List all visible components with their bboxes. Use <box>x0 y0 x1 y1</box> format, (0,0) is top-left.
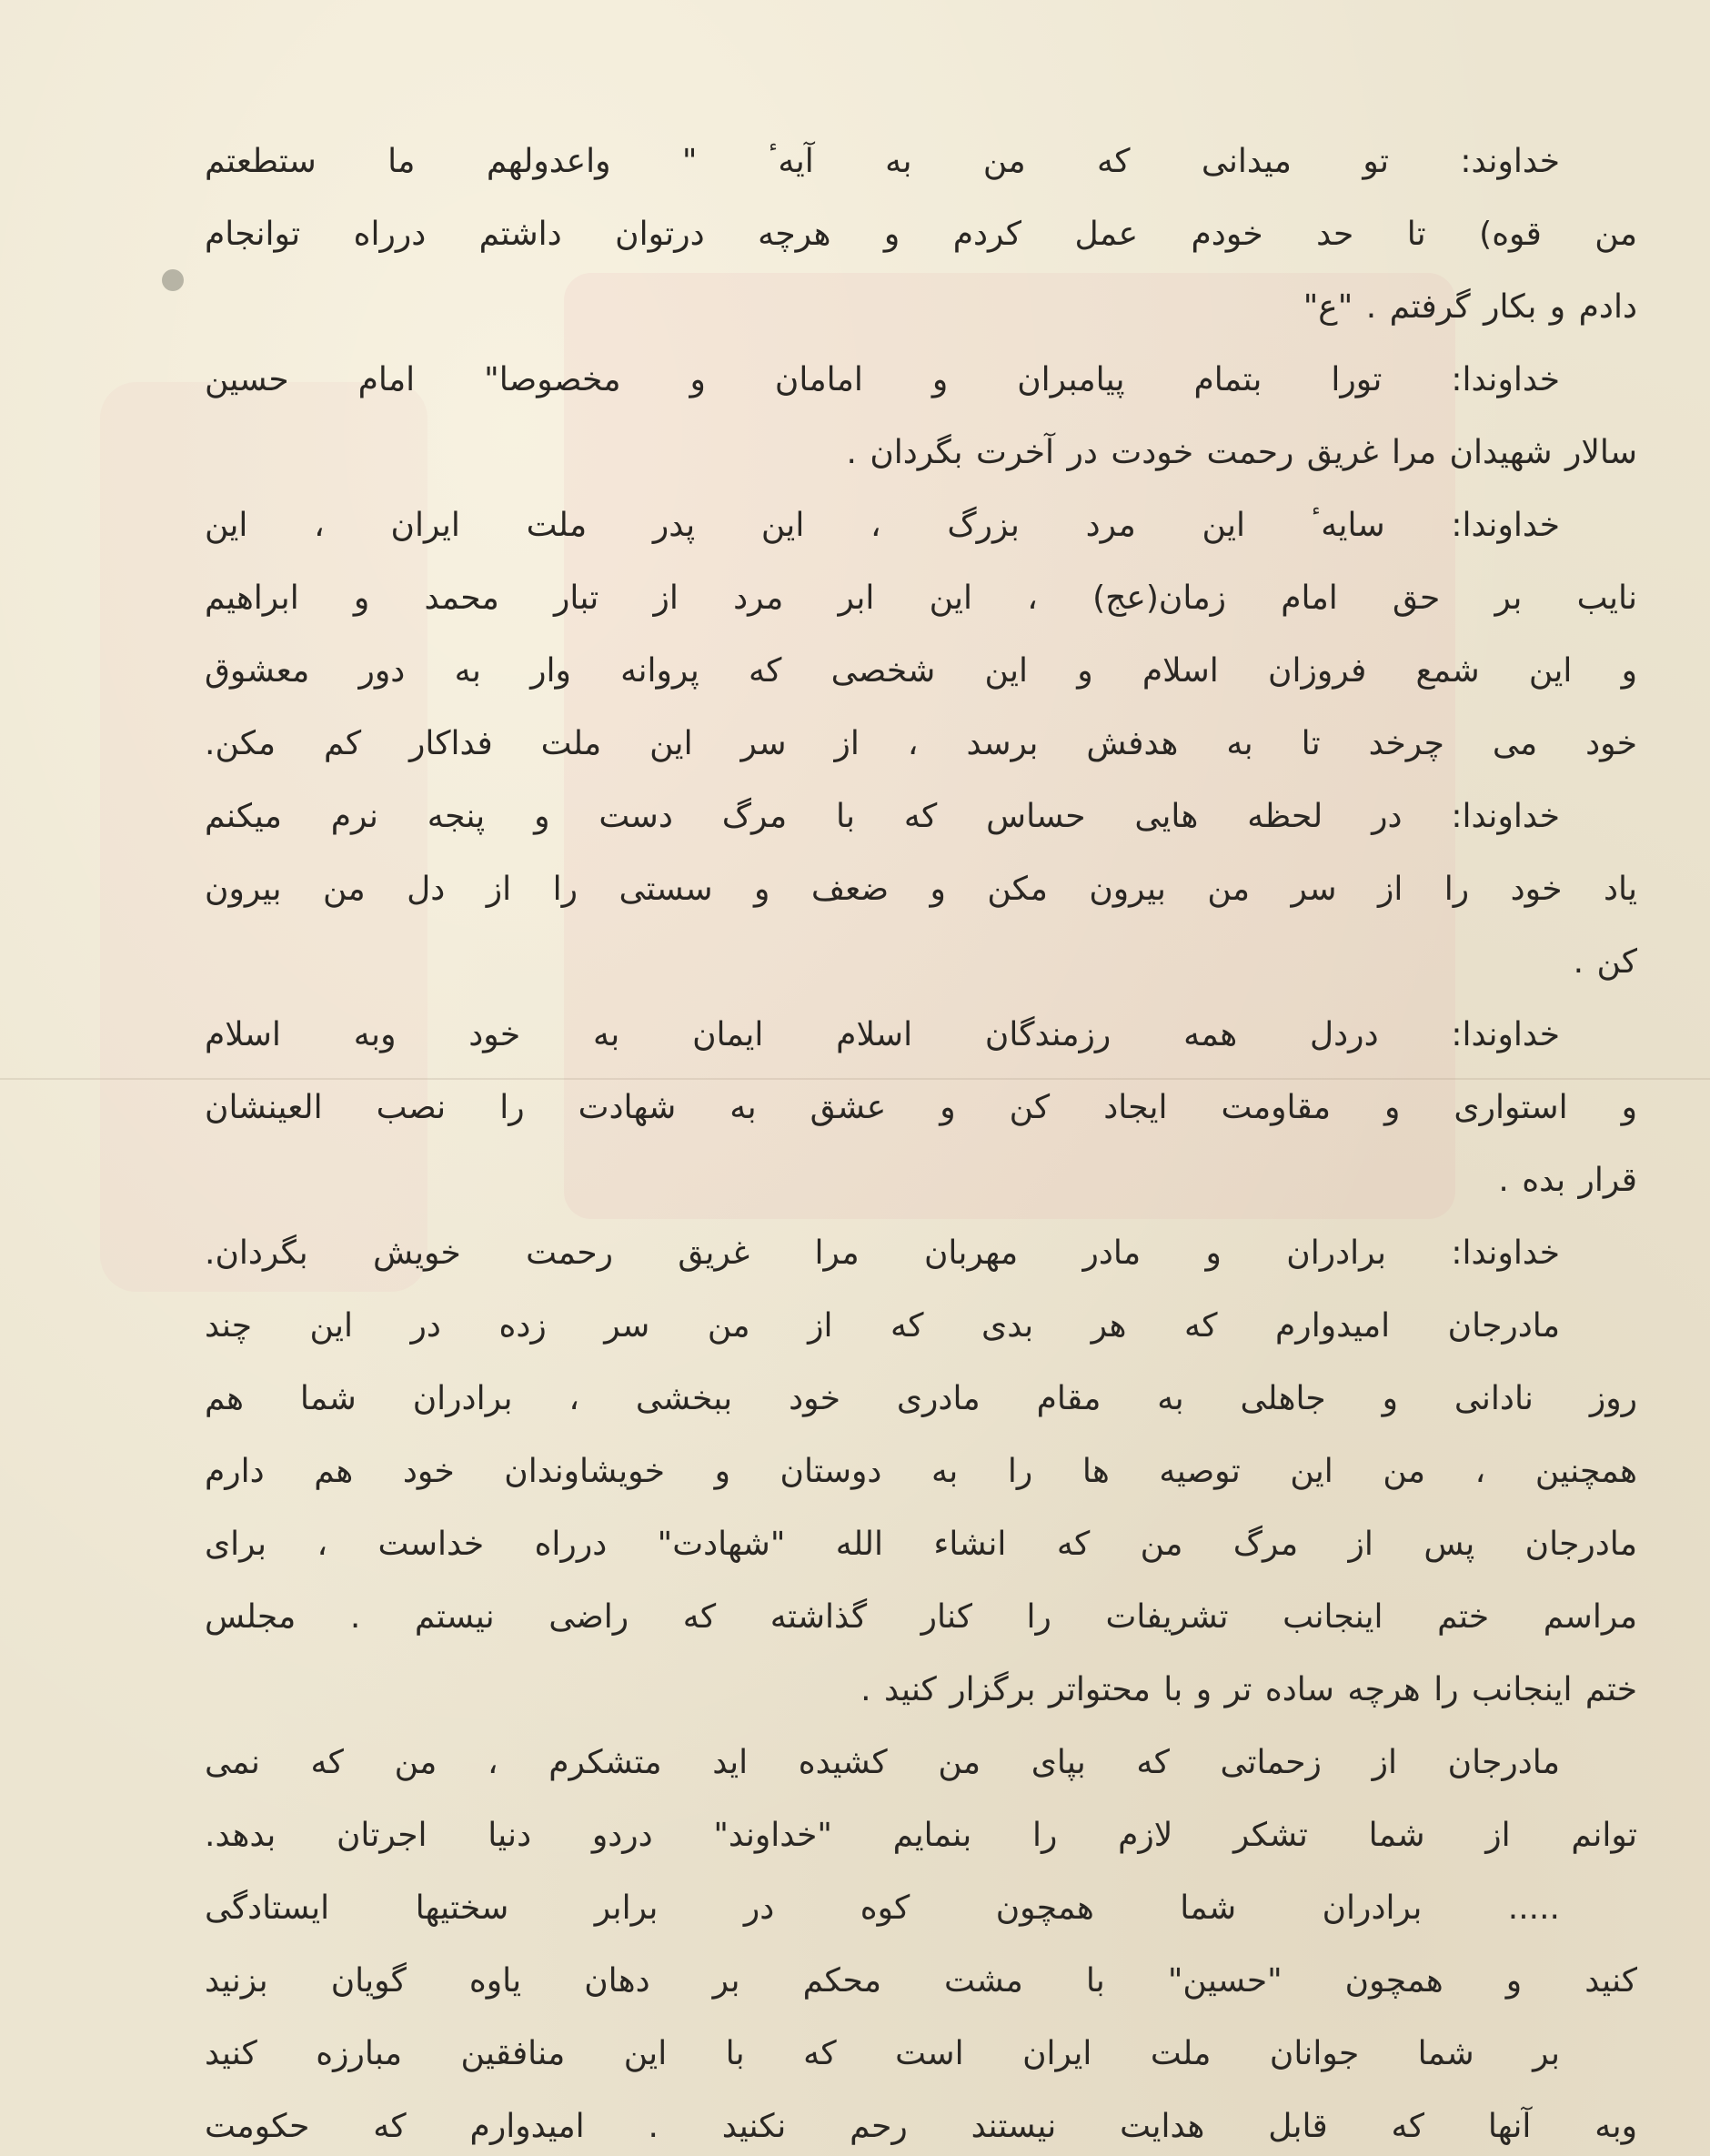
text-line: کنید و همچون "حسین" با مشت محکم بر دهان یاوه گویان بزنید <box>205 1962 1637 2000</box>
text-line: قرار بده . <box>1498 1162 1637 1199</box>
text-line: ..... برادران شما همچون کوه در برابر سختیها ایستادگی <box>205 1889 1560 1927</box>
text-line: خداوندا: در لحظه هایی حساس که با مرگ دست و پنجه نرم میکنم <box>205 798 1560 835</box>
text-line: خداوندا: تورا بتمام پیامبران و امامان و مخصوصا" امام حسین <box>205 361 1560 398</box>
text-line: مادرجان امیدوارم که هر بدی که از من سر زده در این چند <box>205 1307 1560 1345</box>
text-line: مادرجان پس از مرگ من که انشاء الله "شهادت" درراه خداست ، برای <box>205 1526 1637 1563</box>
letter-body <box>205 126 1637 2156</box>
text-line: روز نادانی و جاهلی به مقام مادری خود ببخشی ، برادران شما هم <box>205 1380 1637 1417</box>
text-line: بر شما جوانان ملت ایران است که با این منافقین مبارزه کنید <box>205 2035 1560 2072</box>
text-line: همچنین ، من این توصیه ها را به دوستان و خویشاوندان خود هم دارم <box>205 1453 1637 1490</box>
text-line: خود می چرخد تا به هدفش برسد ، از سر این ملت فداکار کم مکن. <box>205 725 1637 762</box>
text-line: خداوندا: سایهٴ این مرد بزرگ ، این پدر ملت ایران ، این <box>205 507 1560 544</box>
text-line: و استواری و مقاومت ایجاد کن و عشق به شهادت را نصب العینشان <box>205 1089 1637 1126</box>
ink-blot <box>162 269 184 291</box>
text-line: مادرجان از زحماتی که بپای من کشیده اید متشکرم ، من که نمی <box>205 1744 1560 1781</box>
text-line: توانم از شما تشکر لازم را بنمایم "خداوند" دردو دنیا اجرتان بدهد. <box>205 1817 1637 1854</box>
text-line: مراسم ختم اینجانب تشریفات را کنار گذاشته که راضی نیستم . مجلس <box>205 1598 1637 1636</box>
text-line: کن . <box>1573 943 1637 981</box>
text-line: من قوه) تا حد خودم عمل کردم و هرچه درتوان داشتم درراه توانجام <box>205 216 1637 253</box>
text-line: خداوندا: برادران و مادر مهربان مرا غریق رحمت خویش بگردان. <box>205 1234 1560 1272</box>
text-line: خداوند: تو میدانی که من به آیهٴ " واعدولهم ما ستطعتم <box>205 143 1560 180</box>
text-line: خداوندا: دردل همه رزمندگان اسلام ایمان به خود وبه اسلام <box>205 1016 1560 1053</box>
text-line: دادم و بکار گرفتم . "ع" <box>1303 288 1637 326</box>
text-line: سالار شهیدان مرا غریق رحمت خودت در آخرت بگردان . <box>846 434 1637 471</box>
text-line: ختم اینجانب را هرچه ساده تر و با محتواتر برگزار کنید . <box>860 1671 1637 1708</box>
text-line: وبه آنها که قابل هدایت نیستند رحم نکنید . امیدوارم که حکومت <box>205 2108 1637 2145</box>
text-line: نایب بر حق امام زمان(عج) ، این ابر مرد از تبار محمد و ابراهیم <box>205 579 1637 617</box>
text-line: و این شمع فروزان اسلام و این شخصی که پروانه وار به دور معشوق <box>205 652 1637 690</box>
text-line: یاد خود را از سر من بیرون مکن و ضعف و سستی را از دل من بیرون <box>205 871 1637 908</box>
